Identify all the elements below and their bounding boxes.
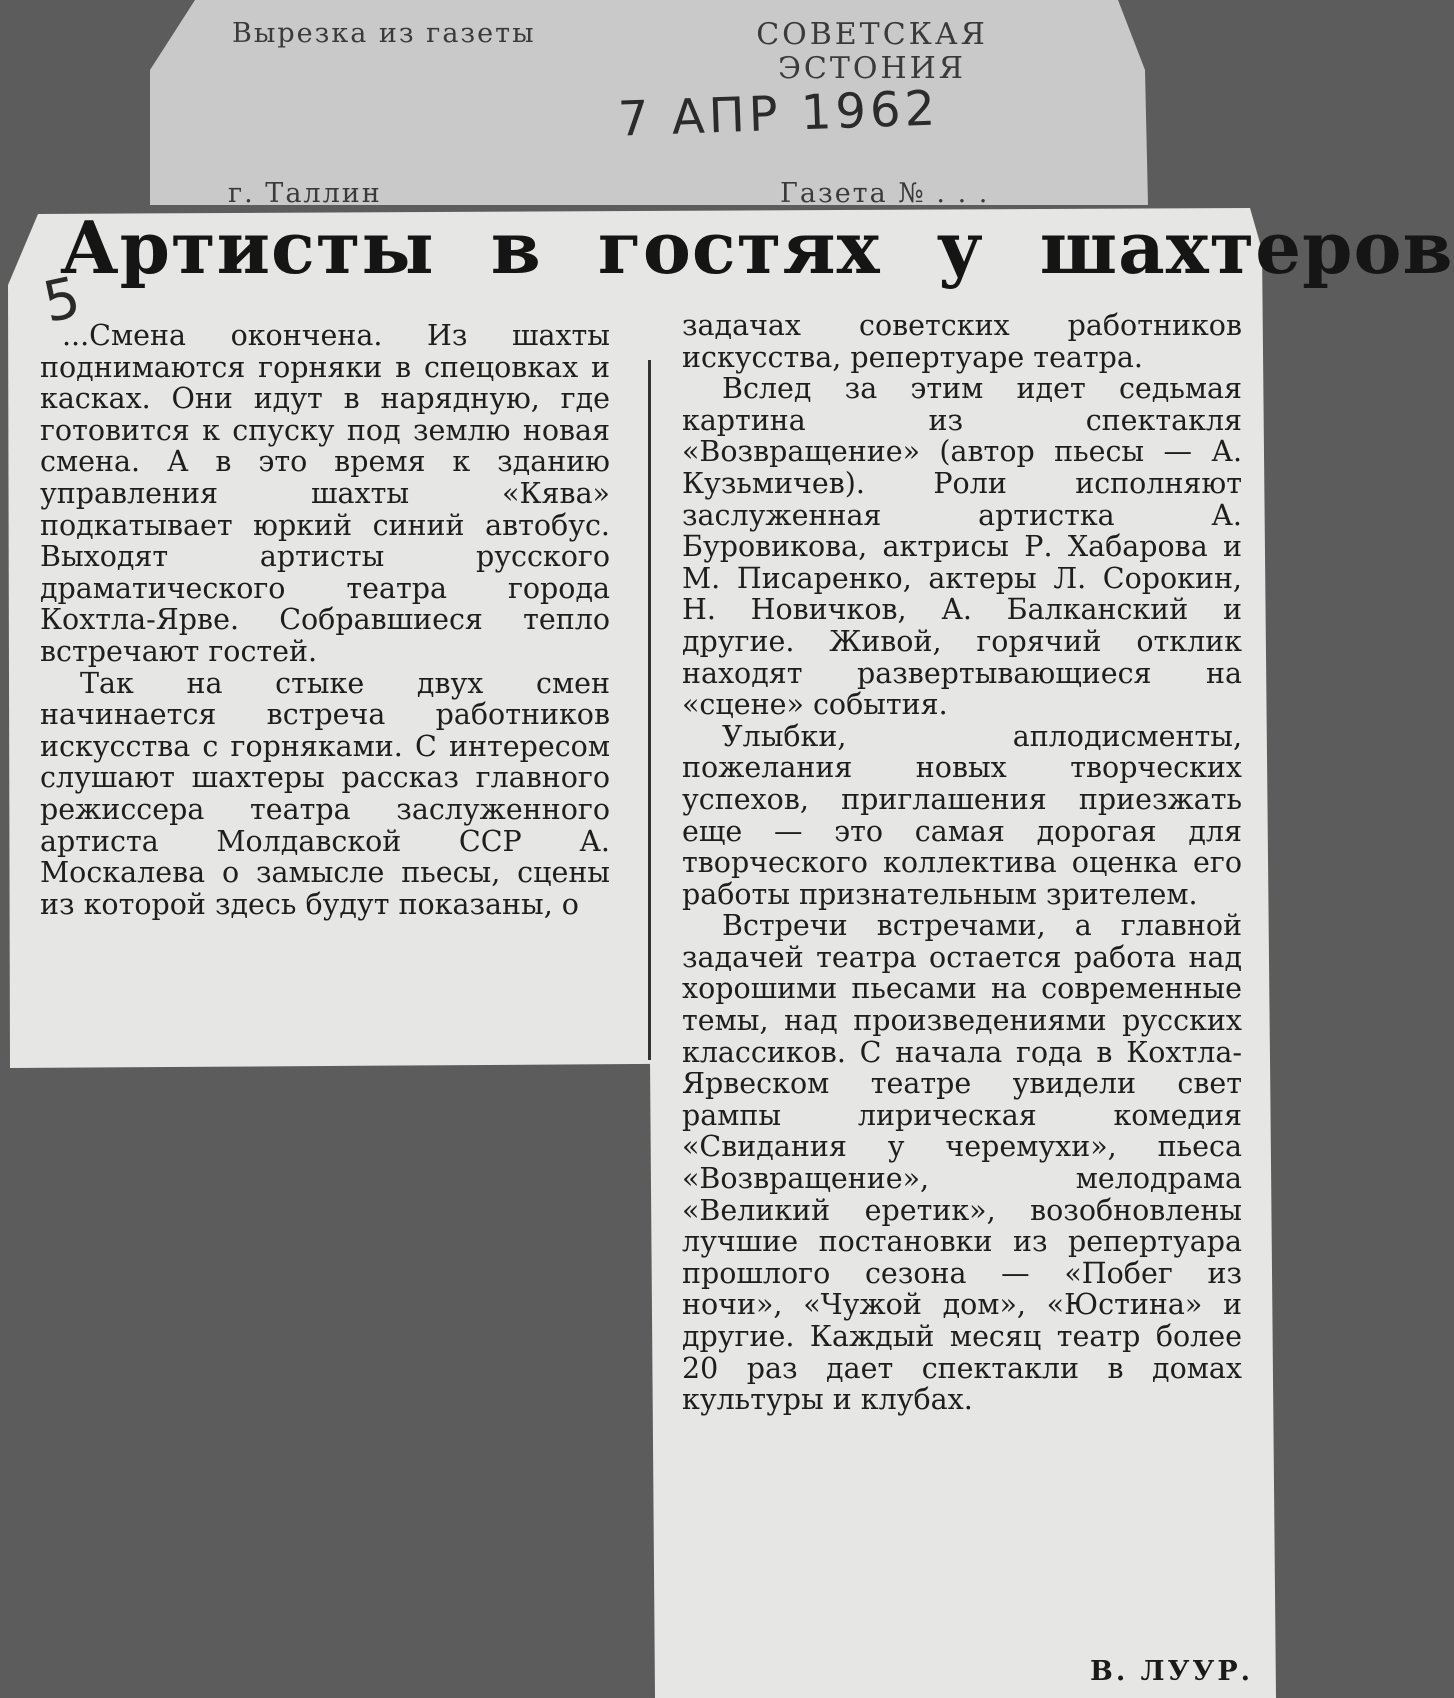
newspaper-name-line2: ЭСТОНИЯ (777, 51, 967, 86)
date-stamp: 7 АПР 1962 (617, 80, 940, 148)
newspaper-name-line1: СОВЕТСКАЯ (756, 17, 988, 52)
author-signature: В. ЛУУР. (1090, 1656, 1254, 1687)
newspaper-number-label: Газета № . . . (780, 178, 990, 209)
paragraph: Улыбки, аплодисменты, пожелания новых творческих успехов, приглашения приезжать еще — это самая дорогая для творческого коллектива оценка его работы признательным зрителем. (682, 719, 1242, 911)
paragraph: задачах советских работников искусства, репертуаре театра. (682, 309, 1242, 374)
paragraph: Вслед за этим идет седьмая картина из спектакля «Возвращение» (автор пьесы — А. Кузьмичев). Роли исполняют заслуженная артистка А. Буровикова, актрисы Р. Хабарова и М. Писаренко, актеры Л. Сорокин, Н. Новичков, А. Балканский и другие. Живой, горячий отклик находят развертывающиеся на «сцене» события. (682, 372, 1242, 722)
column-divider (648, 360, 651, 1060)
newspaper-name (752, 18, 992, 86)
form-label: Вырезка из газеты (232, 18, 536, 49)
article-column-right (682, 310, 1242, 1416)
article-headline: Артисты в гостях у шахтеров (60, 205, 1454, 290)
article-column-left (40, 320, 610, 920)
paragraph: Так на стыке двух смен начинается встреча работников искусства с горняками. С интересом слушают шахтеры рассказ главного режиссера театра заслуженного артиста Молдавской ССР А. Москалева о замысле пьесы, сцены из которой здесь будут показаны, о (40, 666, 610, 921)
paragraph: ...Смена окончена. Из шахты поднимаются горняки в спецовках и касках. Они идут в нарядную, где готовится к спуску под землю новая смена. А в это время к зданию управления шахты «Кява» подкатывает юркий синий автобус. Выходят артисты русского драматического театра города Кохтла-Ярве. Собравшиеся тепло встречают гостей. (40, 319, 610, 668)
handwritten-margin-mark: 5 (37, 265, 87, 336)
paragraph: Встречи встречами, а главной задачей театра остается работа над хорошими пьесами на современные темы, над произведениями русских классиков. С начала года в Кохтла-Ярвеском театре увидели свет рампы лирическая комедия «Свидания у черемухи», пьеса «Возвращение», мелодрама «Великий еретик», возобновлены лучшие постановки из репертуара прошлого сезона — «Побег из ночи», «Чужой дом», «Юстина» и другие. Каждый месяц театр более 20 раз дает спектакли в домах культуры и клубах. (682, 909, 1242, 1417)
city-label: г. Таллин (228, 178, 382, 209)
